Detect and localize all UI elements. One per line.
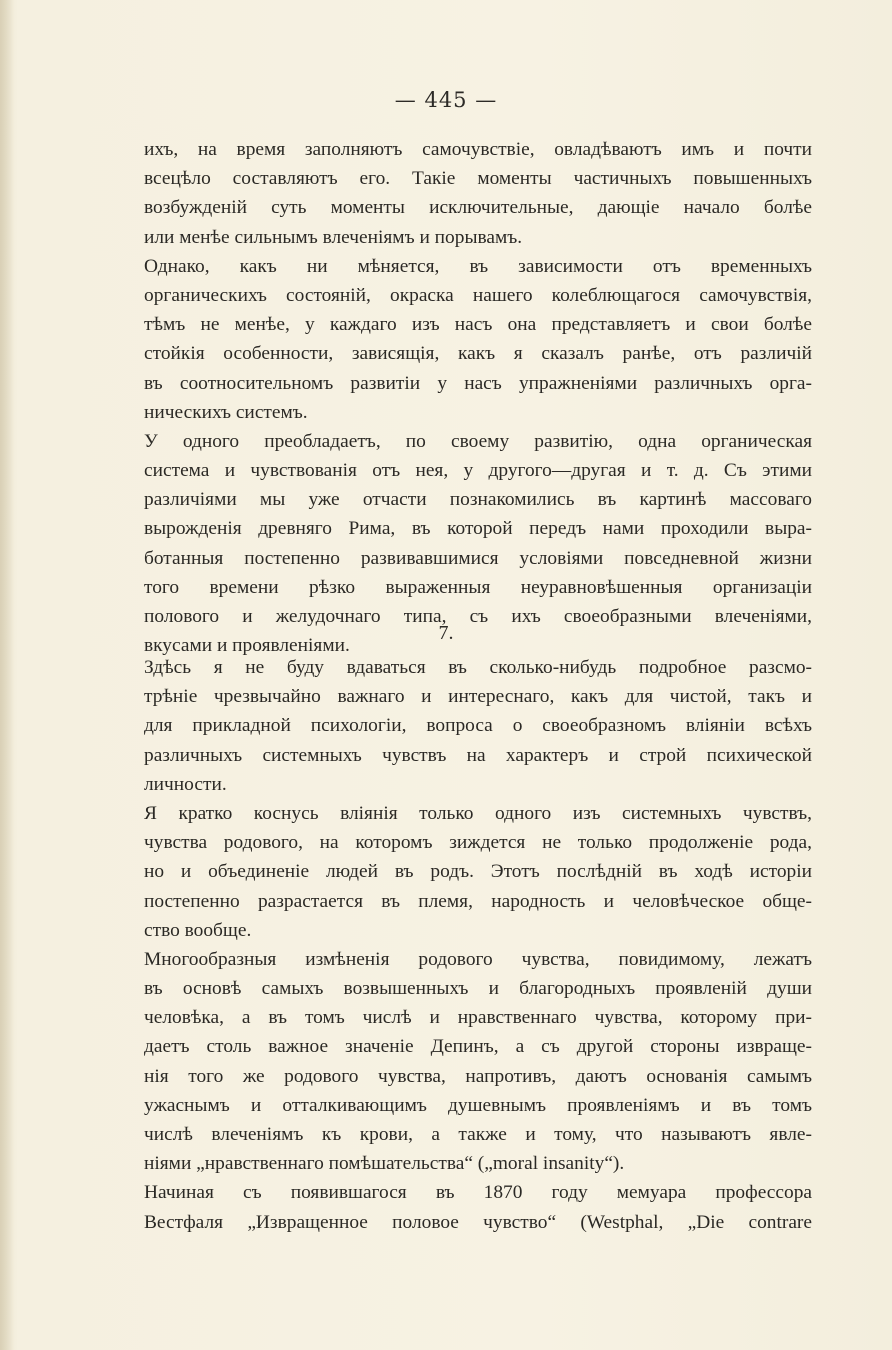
text-line: вырожденія древняго Рима, въ которой передъ нами проходили выра- <box>144 518 812 540</box>
text-line: различіями мы уже отчасти познакомились въ картинѣ массоваго <box>144 489 812 511</box>
text-line: система и чувствованія отъ нея, у другого—другая и т. д. Съ этими <box>144 460 812 482</box>
text-line: стойкія особенности, зависящія, какъ я сказалъ ранѣе, отъ различій <box>144 343 812 365</box>
text-line: вкусами и проявленіями. <box>144 635 350 657</box>
text-line: въ основѣ самыхъ возвышенныхъ и благородныхъ проявленій души <box>144 978 812 1000</box>
page-edge-shadow <box>0 0 14 1350</box>
text-line: ботанныя постепенно развивавшимися условіями повседневной жизни <box>144 547 812 569</box>
text-line: органическихъ состояній, окраска нашего колеблющагося самочувствія, <box>144 284 812 306</box>
text-line: ихъ, на время заполняютъ самочувствіе, овладѣваютъ имъ и почти <box>144 139 812 160</box>
section-number: 7. <box>438 622 454 644</box>
text-line: ство вообще. <box>144 919 252 941</box>
text-block-bottom <box>144 653 812 1237</box>
text-line: полового и желудочнаго типа, съ ихъ своеобразными влеченіями, <box>144 606 812 627</box>
text-line: чувства родового, на которомъ зиждется не только продолженіе рода, <box>144 832 812 854</box>
page-number: — 445 — <box>394 88 498 112</box>
text-line: Многообразныя измѣненія родового чувства, повидимому, лежатъ <box>144 948 812 970</box>
text-line: даетъ столь важное значеніе Депинъ, а съ другой стороны извраще- <box>144 1036 812 1058</box>
text-line: постепенно разрастается въ племя, народность и человѣческое обще- <box>144 890 812 912</box>
text-line: того времени рѣзко выраженныя неуравновѣшенныя организаціи <box>144 576 812 598</box>
text-line: числѣ влеченіямъ къ крови, а также и тому, что называютъ явле- <box>144 1124 812 1145</box>
text-line: тѣмъ не менѣе, у каждаго изъ насъ она представляетъ и свои болѣе <box>144 314 812 336</box>
text-line: возбужденій суть моменты исключительные, дающіе начало болѣе <box>144 197 812 219</box>
text-line: нія того же родового чувства, напротивъ, даютъ основанія самымъ <box>144 1065 812 1087</box>
text-line: трѣніе чрезвычайно важнаго и интереснаго, какъ для чистой, такъ и <box>144 686 812 708</box>
text-line: человѣка, а въ томъ числѣ и нравственнаго чувства, которому при- <box>144 1007 812 1029</box>
text-line: для прикладной психологіи, вопроса о своеобразномъ вліяніи всѣхъ <box>144 715 812 737</box>
text-line: Начиная съ появившагося въ 1870 году мемуара профессора <box>144 1182 812 1204</box>
text-line: но и объединеніе людей въ родъ. Этотъ послѣдній въ ходѣ исторіи <box>144 861 812 883</box>
text-block-top <box>144 135 812 660</box>
text-line: ническихъ системъ. <box>144 401 308 423</box>
text-line: или менѣе сильнымъ влеченіямъ и порывамъ. <box>144 226 523 248</box>
text-line: Вестфаля „Извращенное половое чувство“ (Westphal, „Die contrare <box>144 1211 812 1233</box>
text-line: Здѣсь я не буду вдаваться въ сколько-нибудь подробное разсмо- <box>144 657 812 678</box>
text-line: Я кратко коснусь вліянія только одного изъ системныхъ чувствъ, <box>144 802 812 824</box>
text-line: ніями „нравственнаго помѣшательства“ („moral insanity“). <box>144 1153 625 1175</box>
text-line: ужаснымъ и отталкивающимъ душевнымъ проявленіямъ и въ томъ <box>144 1094 812 1116</box>
text-line: личности. <box>144 773 227 795</box>
text-line: всецѣло составляютъ его. Такіе моменты частичныхъ повышенныхъ <box>144 168 812 190</box>
text-line: различныхъ системныхъ чувствъ на характеръ и строй психической <box>144 744 812 766</box>
text-line: Однако, какъ ни мѣняется, въ зависимости отъ временныхъ <box>144 255 812 277</box>
text-line: У одного преобладаетъ, по своему развитію, одна органическая <box>144 430 812 452</box>
text-line: въ соотносительномъ развитіи у насъ упражненіями различныхъ орга- <box>144 372 812 394</box>
